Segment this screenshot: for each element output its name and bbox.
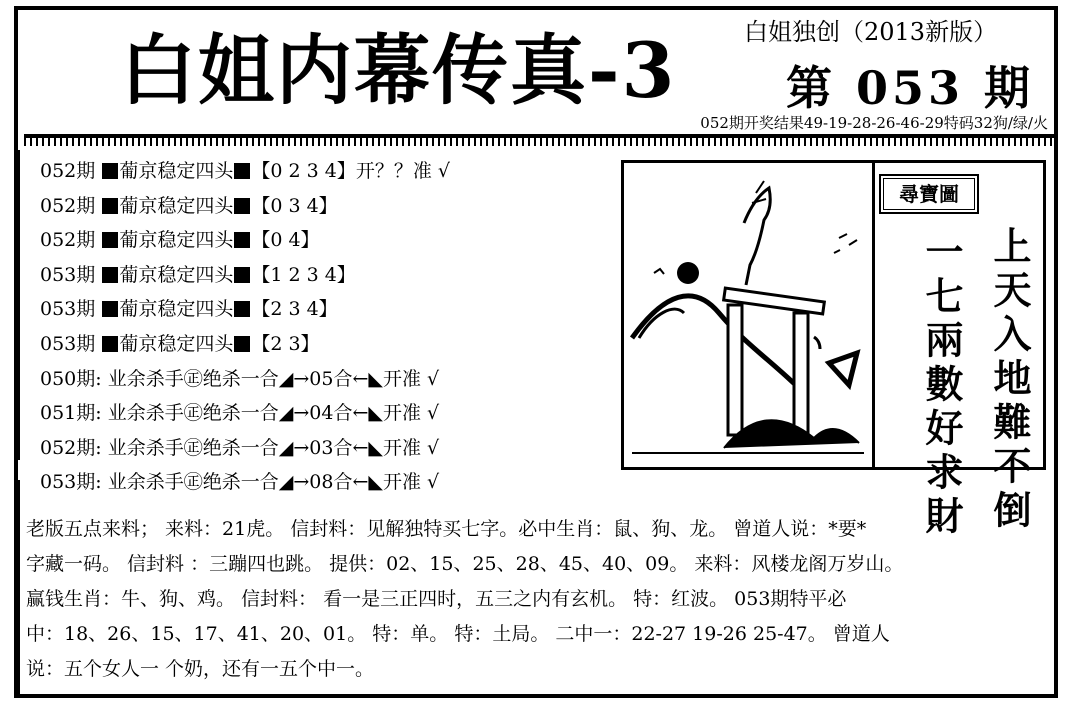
info-line: 中：18、26、15、17、41、20、01。 特：单。 特：土局。 二中一：22-27 19-26 25-47。 曾道人: [26, 623, 890, 645]
info-line: 老版五点来料； 来料：21虎。 信封料：见解独特买七字。必中生肖：鼠、狗、龙。 曾道人说：*要*: [26, 518, 867, 540]
black-square-icon: [234, 232, 250, 248]
prediction-line: 053期 葡京稳定四头 【2 3 4】: [40, 298, 338, 321]
prediction-line: 053期 葡京稳定四头 【1 2 3 4】: [40, 263, 356, 286]
kill-line: 053期: 业余杀手㊣绝杀一合◢→08合←◣开准 √: [40, 471, 440, 494]
header-divider: [24, 134, 1054, 148]
black-square-icon: [234, 301, 250, 317]
black-square-icon: [102, 336, 118, 352]
last-draw-result: 052期开奖结果49-19-28-26-46-29特码32狗/绿/火: [700, 114, 1048, 132]
verse-left: 一七兩數好求財: [919, 232, 964, 540]
info-line: 说：五个女人一 个奶，还有一五个中一。: [26, 658, 375, 680]
info-line: 赢钱生肖：牛、狗、鸡。 信封料： 看一是三正四时，五三之内有玄机。 特：红波。 053期特平必: [26, 588, 847, 610]
prediction-line: 052期 葡京稳定四头 【0 3 4】: [40, 194, 338, 217]
black-square-icon: [102, 163, 118, 179]
black-square-icon: [102, 267, 118, 283]
prediction-line: 052期 葡京稳定四头 【0 2 3 4】开？？准 √: [40, 160, 450, 182]
black-square-icon: [102, 301, 118, 317]
kill-line: 052期: 业余杀手㊣绝杀一合◢→03合←◣开准 √: [40, 436, 440, 459]
left-margin-bar: [14, 150, 20, 460]
treasure-illustration: [624, 163, 874, 463]
info-paragraph: [26, 512, 1051, 687]
kill-line: 050期: 业余杀手㊣绝杀一合◢→05合←◣开准 √: [40, 367, 440, 390]
black-square-icon: [234, 336, 250, 352]
black-square-icon: [234, 198, 250, 214]
brand-label: 白姐独创（2013新版）: [744, 18, 998, 46]
kill-line: 051期: 业余杀手㊣绝杀一合◢→04合←◣开准 √: [40, 402, 440, 425]
treasure-map-seal: 尋寶圖: [879, 174, 979, 214]
page-title: 白姐内幕传真-3: [120, 26, 677, 115]
treasure-map-panel: [621, 160, 1046, 470]
black-square-icon: [102, 232, 118, 248]
prediction-list: [40, 154, 620, 500]
panel-divider: [872, 163, 875, 467]
prediction-line: 052期 葡京稳定四头 【0 4】: [40, 229, 320, 252]
black-square-icon: [234, 267, 250, 283]
left-margin-bar-lower: [14, 480, 20, 695]
black-square-icon: [234, 163, 250, 179]
info-line: 字藏一码。 信封料 ：三蹦四也跳。 提供：02、15、25、28、45、40、09。 来料：风楼龙阁万岁山。: [26, 553, 904, 575]
issue-number: 第 053 期: [786, 61, 1035, 115]
prediction-line: 053期 葡京稳定四头 【2 3】: [40, 332, 320, 355]
black-square-icon: [102, 198, 118, 214]
verse-right: 上天入地難不倒: [987, 226, 1032, 534]
